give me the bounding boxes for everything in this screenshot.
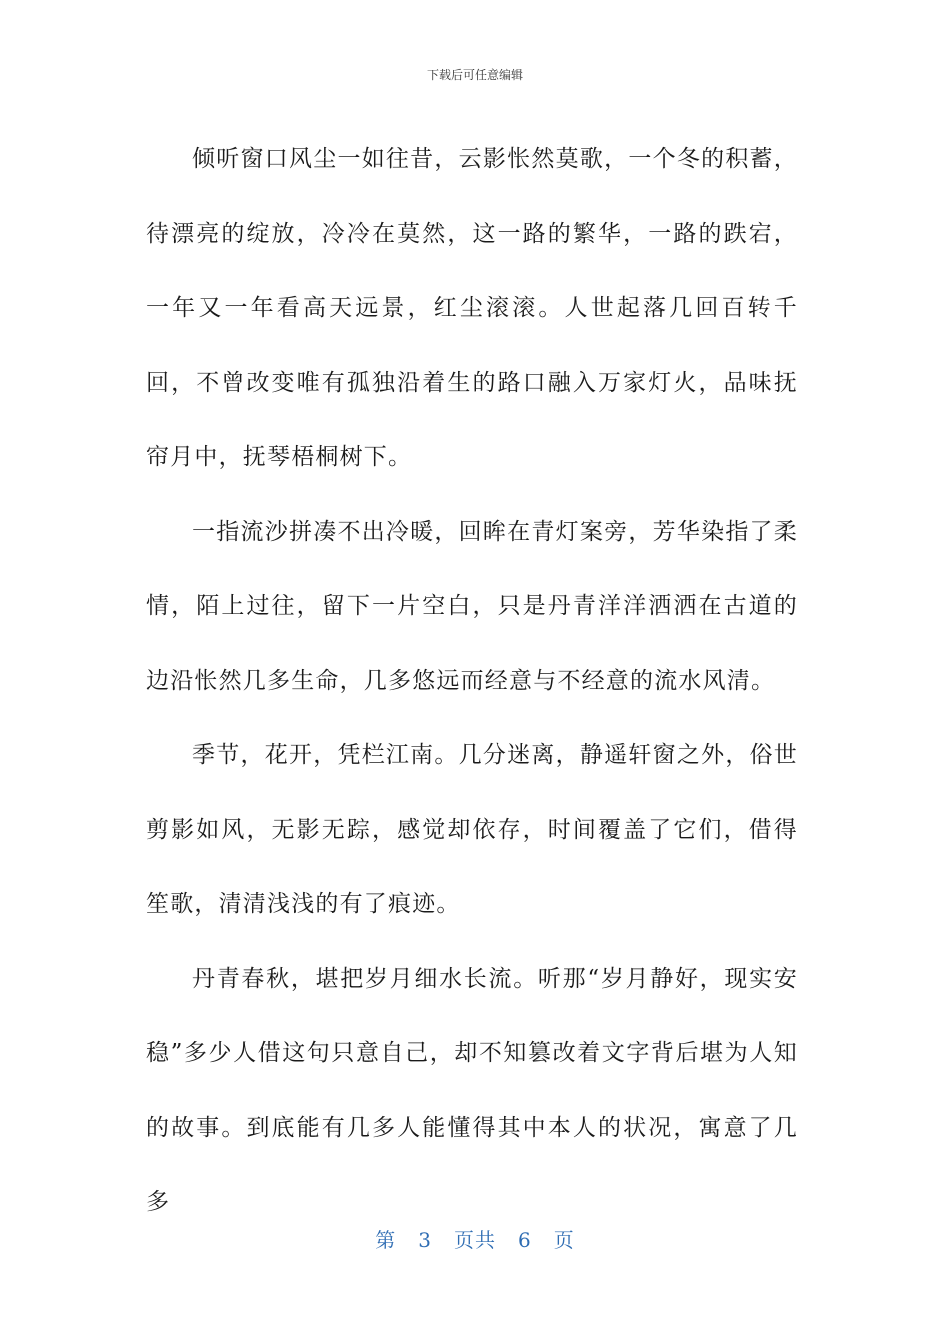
- page-footer: [0, 1224, 950, 1253]
- footer-suffix: 页: [553, 1228, 575, 1252]
- paragraph: 一指流沙拼凑不出冷暖，回眸在青灯案旁，芳华染指了柔情，陌上过往，留下一片空白，只是丹青洋洋洒洒在古道的边沿怅然几多生命，几多悠远而经意与不经意的流水风清。: [146, 518, 798, 694]
- paragraph: 倾听窗口风尘一如往昔，云影怅然莫歌，一个冬的积蓄，待漂亮的绽放，冷冷在莫然，这一路的繁华，一路的跌宕，一年又一年看高天远景，红尘滚滚。人世起落几回百转千回，不曾改变唯有孤独沿着生的路口融入万家灯火，品味抚帘月中，抚琴梧桐树下。: [146, 146, 798, 470]
- footer-prefix: 第: [375, 1228, 397, 1252]
- paragraph: 季节，花开，凭栏江南。几分迷离，静遥轩窗之外，俗世剪影如风，无影无踪，感觉却依存，时间覆盖了它们，借得笙歌，清清浅浅的有了痕迹。: [146, 742, 798, 917]
- current-page-number: 3: [418, 1228, 432, 1252]
- page-header: 下载后可任意编辑: [426, 68, 523, 82]
- total-pages-number: 6: [518, 1228, 532, 1252]
- document-body: [146, 122, 798, 1240]
- paragraph: 丹青春秋，堪把岁月细水长流。听那“岁月静好，现实安稳”多少人借这句只意自己，却不知篡改着文字背后堪为人知的故事。到底能有几多人能懂得其中本人的状况，寓意了几多: [146, 965, 798, 1215]
- footer-middle: 页共: [454, 1228, 496, 1252]
